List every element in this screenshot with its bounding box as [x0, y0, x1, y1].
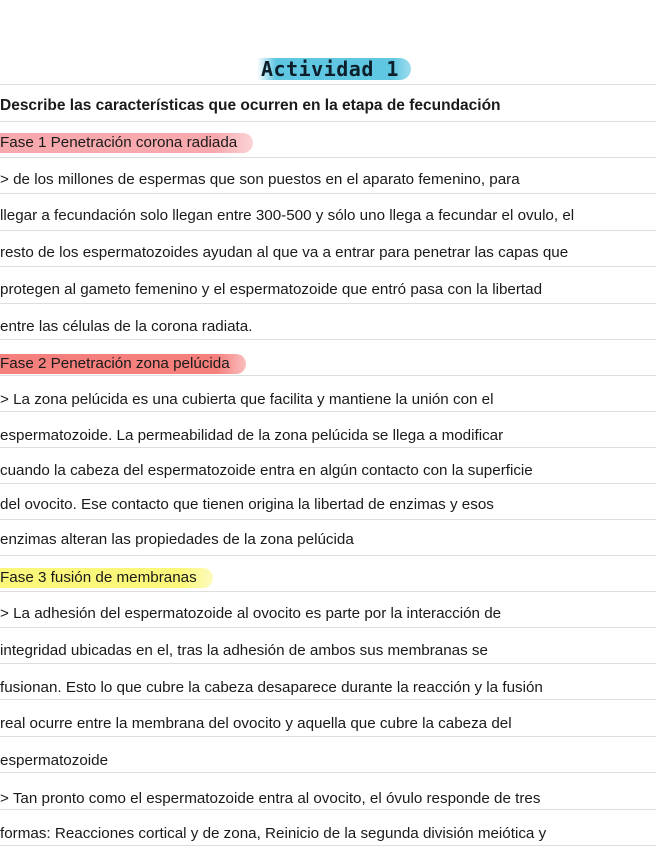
ruled-line: [0, 809, 656, 810]
ruled-line: [0, 447, 656, 448]
body-line: fusionan. Esto lo que cubre la cabeza desaparece durante la reacción y la fusión: [0, 679, 543, 696]
ruled-line: [0, 699, 656, 700]
ruled-line: [0, 483, 656, 484]
ruled-line: [0, 339, 656, 340]
body-line: > La zona pelúcida es una cubierta que facilita y mantiene la unión con el: [0, 391, 494, 408]
ruled-line: [0, 555, 656, 556]
phase-2-row: [0, 354, 246, 374]
body-line: del ovocito. Ese contacto que tienen origina la libertad de enzimas y esos: [0, 496, 494, 513]
body-line: entre las células de la corona radiata.: [0, 318, 253, 335]
body-line: espermatozoide: [0, 752, 109, 769]
body-line: resto de los espermatozoides ayudan al que va a entrar para penetrar las capas que: [0, 244, 569, 261]
phase-2-label: Fase 2 Penetración zona pelúcida: [0, 354, 246, 374]
body-line: protegen al gameto femenino y el espermatozoide que entró pasa con la libertad: [0, 281, 543, 298]
ruled-line: [0, 84, 656, 85]
phase-1-row: [0, 133, 253, 153]
ruled-line: [0, 772, 656, 773]
body-line: > La adhesión del espermatozoide al ovocito es parte por la interacción de: [0, 605, 502, 622]
ruled-line: [0, 157, 656, 158]
ruled-line: [0, 591, 656, 592]
ruled-line: [0, 266, 656, 267]
body-line: cuando la cabeza del espermatozoide entra en algún contacto con la superficie: [0, 462, 533, 479]
ruled-line: [0, 845, 656, 846]
phase-3-label: Fase 3 fusión de membranas: [0, 568, 213, 588]
phase-1-label: Fase 1 Penetración corona radiada: [0, 133, 253, 153]
body-line: enzimas alteran las propiedades de la zona pelúcida: [0, 531, 354, 548]
body-line: formas: Reacciones cortical y de zona, Reinicio de la segunda división meiótica y: [0, 825, 547, 842]
ruled-line: [0, 627, 656, 628]
ruled-line: [0, 663, 656, 664]
ruled-line: [0, 736, 656, 737]
body-line: espermatozoide. La permeabilidad de la zona pelúcida se llega a modificar: [0, 427, 504, 444]
ruled-line: [0, 230, 656, 231]
body-line: llegar a fecundación solo llegan entre 300-500 y sólo uno llega a fecundar el ovulo, el: [0, 207, 575, 224]
ruled-line: [0, 193, 656, 194]
question-heading: Describe las características que ocurren en la etapa de fecundación: [0, 97, 501, 114]
body-line: integridad ubicadas en el, tras la adhesión de ambos sus membranas se: [0, 642, 488, 659]
ruled-line: [0, 121, 656, 122]
body-line: real ocurre entre la membrana del ovocito y aquella que cubre la cabeza del: [0, 715, 512, 732]
ruled-line: [0, 411, 656, 412]
title-row: [0, 58, 656, 81]
page-title: Actividad 1: [257, 58, 411, 80]
ruled-line: [0, 519, 656, 520]
ruled-line: [0, 303, 656, 304]
body-line: > Tan pronto como el espermatozoide entra al ovocito, el óvulo responde de tres: [0, 790, 541, 807]
body-line: > de los millones de espermas que son puestos en el aparato femenino, para: [0, 171, 520, 188]
ruled-line: [0, 375, 656, 376]
phase-3-row: [0, 568, 213, 588]
